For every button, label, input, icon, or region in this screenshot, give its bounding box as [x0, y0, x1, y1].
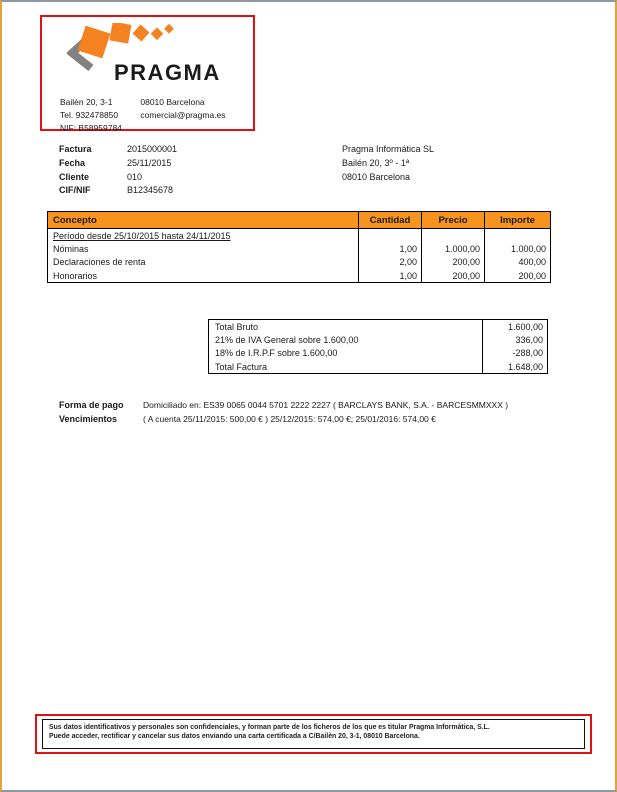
client-address-block — [342, 143, 434, 184]
company-address-line1 — [60, 96, 226, 109]
meta-row-cifnif — [59, 184, 177, 198]
totals-row-bruto — [209, 320, 548, 334]
item-row — [48, 256, 551, 270]
item-concepto: Nóminas — [53, 243, 89, 254]
totals-row-factura — [209, 360, 548, 374]
company-street: Bailèn 20, 3-1 — [60, 97, 113, 107]
totals-row-irpf — [209, 347, 548, 361]
company-phone: Tel. 932478850 — [60, 109, 119, 120]
company-logo-box — [40, 15, 255, 131]
privacy-notice-box — [35, 714, 592, 754]
totals-label: 18% de I.R.P.F sobre 1.600,00 — [215, 348, 338, 359]
payment-method-row — [59, 398, 508, 412]
col-header-concepto: Concepto — [48, 212, 359, 229]
item-cantidad: 1,00 — [359, 269, 422, 283]
totals-label: Total Bruto — [215, 321, 259, 332]
payment-method-label: Forma de pago — [59, 400, 124, 410]
payment-method-value: Domiciliado en: ES39 0065 0044 5701 2222 2227 ( BARCLAYS BANK, S.A. - BARCESMMXXX ) — [143, 400, 509, 410]
item-precio: 200,00 — [422, 256, 485, 270]
totals-label: 21% de IVA General sobre 1.600,00 — [215, 334, 359, 345]
item-importe: 1.000,00 — [485, 242, 551, 256]
meta-value: 2015000001 — [127, 144, 178, 154]
item-importe: 200,00 — [485, 269, 551, 283]
item-importe: 400,00 — [485, 256, 551, 270]
meta-label: Fecha — [59, 157, 86, 168]
col-header-precio: Precio — [422, 212, 485, 229]
meta-label: CIF/NIF — [59, 185, 91, 196]
item-row — [48, 242, 551, 256]
meta-row-cliente — [59, 171, 177, 185]
company-nif: NIF: B58959784 — [60, 122, 122, 133]
due-dates-row — [59, 412, 508, 426]
meta-label: Cliente — [59, 171, 90, 182]
col-header-cantidad: Cantidad — [359, 212, 422, 229]
item-precio: 1.000,00 — [422, 242, 485, 256]
totals-table — [208, 319, 548, 374]
item-precio: 200,00 — [422, 269, 485, 283]
brand-name: PRAGMA — [114, 60, 221, 85]
client-street: Bailén 20, 3º - 1ª — [342, 157, 410, 168]
privacy-notice-line1: Sus datos identificativos y personales son confidenciales, y forman parte de los ficheros de los que es titular Pragma Informática, S.L. — [49, 723, 490, 731]
item-concepto: Declaraciones de renta — [53, 257, 146, 268]
item-cantidad: 1,00 — [359, 242, 422, 256]
meta-label: Factura — [59, 144, 92, 154]
totals-value: 336,00 — [483, 333, 548, 347]
period-row — [48, 229, 551, 243]
meta-value: 010 — [127, 171, 143, 182]
meta-value: B12345678 — [127, 185, 174, 196]
company-address-line2 — [60, 109, 226, 122]
company-city: 08010 Barcelona — [140, 97, 205, 107]
period-text: Período desde 25/10/2015 hasta 24/11/2015 — [53, 230, 231, 241]
col-header-importe: Importe — [485, 212, 551, 229]
invoice-meta — [59, 143, 177, 198]
company-email: comercial@pragma.es — [140, 109, 226, 120]
company-address-block — [60, 96, 226, 135]
items-header-row — [48, 212, 551, 229]
meta-row-factura — [59, 143, 177, 157]
items-table — [47, 211, 551, 283]
due-dates-label: Vencimientos — [59, 414, 118, 424]
meta-row-fecha — [59, 157, 177, 171]
totals-label: Total Factura — [215, 361, 268, 372]
item-cantidad: 2,00 — [359, 256, 422, 270]
totals-value: 1.648,00 — [483, 360, 548, 374]
item-row — [48, 269, 551, 283]
meta-value: 25/11/2015 — [127, 157, 172, 168]
totals-row-iva — [209, 333, 548, 347]
totals-value: -288,00 — [483, 347, 548, 361]
due-dates-value: ( A cuenta 25/11/2015: 500,00 € ) 25/12/2015: 574,00 €; 25/01/2016: 574,00 € — [143, 414, 436, 424]
totals-value: 1.600,00 — [483, 320, 548, 334]
privacy-notice-line2: Puede acceder, rectificar y cancelar sus datos enviando una carta certificada a C/Bailèn 20, 3-1, 08010 Barcelona. — [49, 733, 420, 741]
payment-block — [59, 398, 508, 426]
privacy-notice-inner — [42, 719, 585, 749]
client-name: Pragma Informática SL — [342, 144, 435, 154]
client-city: 08010 Barcelona — [342, 171, 411, 182]
item-concepto: Honorarios — [53, 270, 98, 281]
